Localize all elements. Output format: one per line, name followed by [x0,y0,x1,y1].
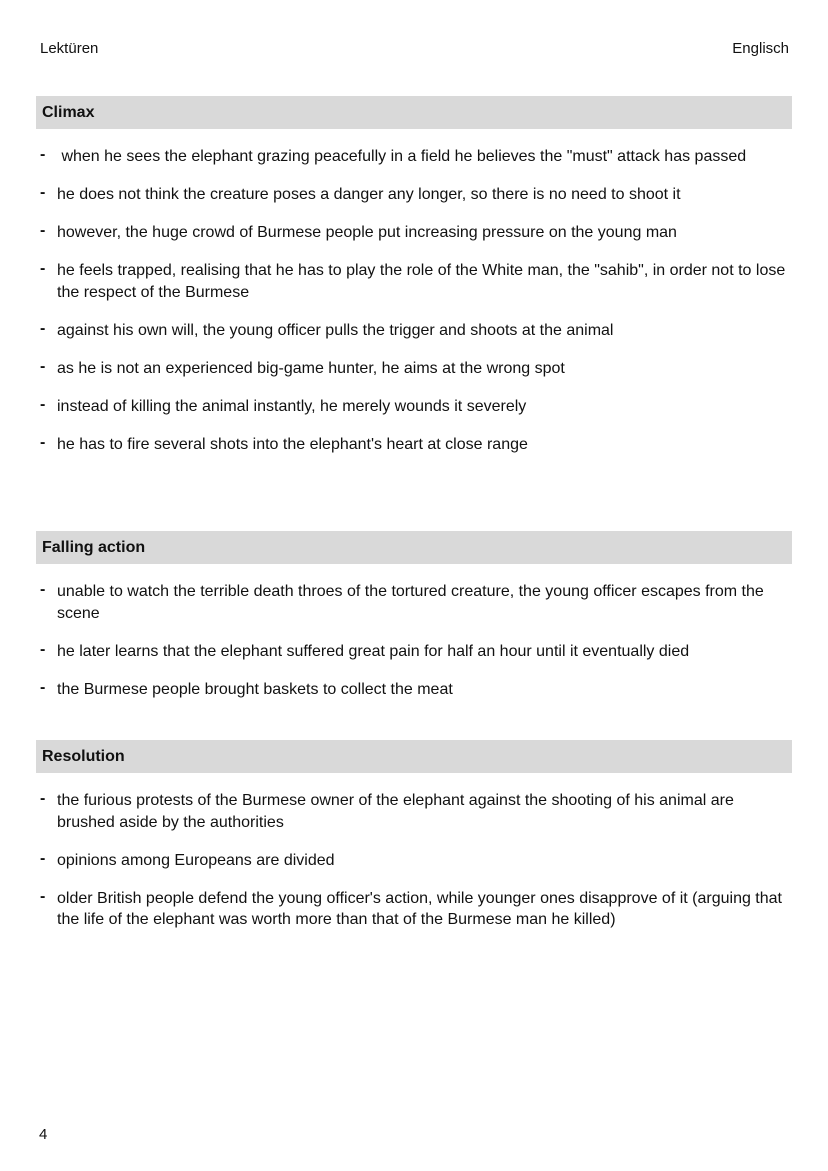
section-title: Climax [36,96,792,129]
list-item-text: the Burmese people brought baskets to collect the meat [57,680,453,698]
bullet-dash: - [40,433,46,451]
bullet-dash: - [40,581,46,598]
bullet-dash: - [40,222,46,239]
list-item-text: as he is not an experienced big-game hunter, he aims at the wrong spot [57,359,565,377]
list-item [36,184,792,206]
section-title: Falling action [36,531,792,564]
list-item [36,396,792,418]
section-resolution [36,740,792,947]
bullet-dash: - [40,357,46,375]
bullet-list [36,146,792,455]
page-number: 4 [39,1126,48,1143]
bullet-dash: - [40,887,46,905]
header-course: Englisch [732,40,789,57]
section-falling-action [36,531,792,717]
bullet-dash: - [40,319,46,337]
bullet-dash: - [40,146,46,163]
list-item-text: he feels trapped, realising that he has to play the role of the White man, the "sahib", in order not to lose the respect of the Burmese [57,262,786,301]
list-item [36,581,792,624]
list-item [36,790,792,833]
list-item-text: the furious protests of the Burmese owner of the elephant against the shooting of his animal are brushed aside by the authorities [57,792,734,831]
list-item [36,888,792,931]
section-title: Resolution [36,740,792,773]
section-climax [36,96,792,472]
list-item-text: opinions among Europeans are divided [57,851,335,869]
bullet-dash: - [40,849,46,867]
list-item-text: he has to fire several shots into the elephant's heart at close range [57,435,528,453]
bullet-dash: - [40,395,46,413]
list-item [36,146,792,168]
list-item-text: he later learns that the elephant suffered great pain for half an hour until it eventually died [57,642,690,660]
bullet-list [36,581,792,700]
list-item [36,434,792,456]
list-item [36,320,792,342]
bullet-dash: - [40,640,46,658]
list-item-text: when he sees the elephant grazing peacefully in a field he believes the "must" attack has passed [57,148,747,165]
list-item-text: unable to watch the terrible death throes of the tortured creature, the young officer escapes from the scene [57,583,764,622]
bullet-dash: - [40,260,46,277]
bullet-dash: - [40,678,46,696]
list-item-text: instead of killing the animal instantly, he merely wounds it severely [57,397,527,415]
list-item [36,260,792,303]
list-item-text: however, the huge crowd of Burmese people put increasing pressure on the young man [57,224,677,241]
header-subject: Lektüren [40,40,99,57]
bullet-dash: - [40,184,46,201]
list-item [36,222,792,244]
list-item [36,641,792,663]
list-item [36,358,792,380]
list-item-text: against his own will, the young officer pulls the trigger and shoots at the animal [57,321,614,339]
list-item [36,850,792,872]
list-item-text: he does not think the creature poses a danger any longer, so there is no need to shoot it [57,186,681,203]
bullet-dash: - [40,790,46,807]
list-item-text: older British people defend the young officer's action, while younger ones disapprove of it (arguing that the life of the elephant was worth more than that of the Burmese man he killed) [57,889,782,928]
bullet-list [36,790,792,931]
list-item [36,679,792,701]
